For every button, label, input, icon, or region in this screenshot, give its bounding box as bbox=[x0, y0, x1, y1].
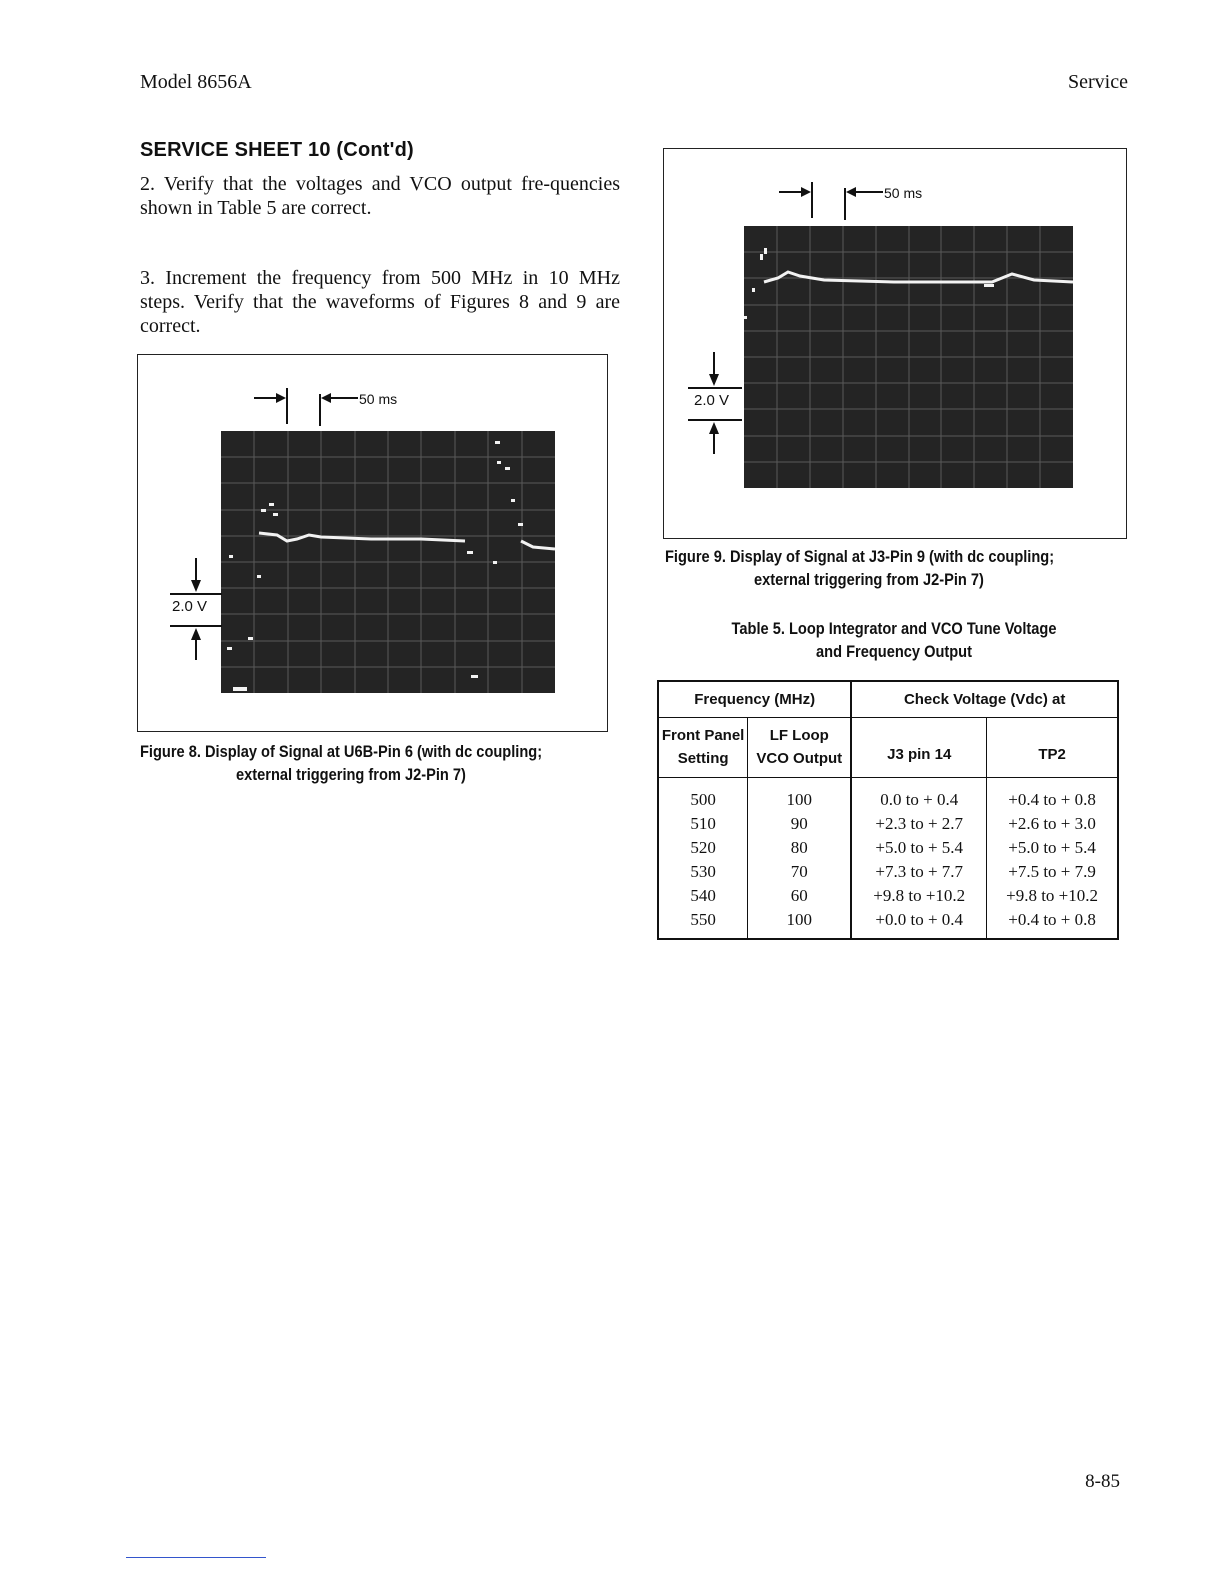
footer-rule bbox=[126, 1557, 266, 1558]
col-header-front-panel-line-2: Setting bbox=[677, 750, 729, 767]
figure-9-time-marker bbox=[775, 180, 895, 222]
cell-tp2: +9.8 to +10.2 bbox=[987, 884, 1118, 908]
cell-front: 530 bbox=[658, 860, 748, 884]
cell-j3: +0.0 to + 0.4 bbox=[851, 908, 986, 939]
group-header-frequency: Frequency (MHz) bbox=[658, 681, 851, 717]
table-row bbox=[658, 777, 1118, 812]
cell-front: 540 bbox=[658, 884, 748, 908]
figure-9-time-label: 50 ms bbox=[884, 185, 923, 201]
cell-lf: 100 bbox=[748, 908, 852, 939]
cell-lf: 90 bbox=[748, 812, 852, 836]
figure-8-time-marker bbox=[250, 386, 370, 428]
cell-front: 500 bbox=[658, 777, 748, 812]
step-2-text: 2. Verify that the voltages and VCO output fre-quencies shown in Table 5 are correct. bbox=[140, 173, 620, 219]
cell-tp2: +2.6 to + 3.0 bbox=[987, 812, 1118, 836]
col-header-tp2: TP2 bbox=[987, 717, 1118, 777]
group-header-check-voltage: Check Voltage (Vdc) at bbox=[851, 681, 1118, 717]
figure-9-voltage-label: 2.0 V bbox=[694, 392, 730, 409]
page-number: 8-85 bbox=[1085, 1471, 1120, 1492]
col-header-lf-loop-line-2: VCO Output bbox=[756, 750, 843, 767]
figure-8-caption-line-1: Figure 8. Display of Signal at U6B-Pin 6 (with dc coupling; bbox=[140, 742, 543, 761]
cell-tp2: +0.4 to + 0.8 bbox=[987, 908, 1118, 939]
cell-lf: 80 bbox=[748, 836, 852, 860]
figure-8-trace bbox=[221, 431, 555, 693]
col-header-front-panel-line-1: Front Panel bbox=[661, 727, 745, 744]
cell-front: 550 bbox=[658, 908, 748, 939]
sheet-title: SERVICE SHEET 10 (Cont'd) bbox=[140, 139, 414, 161]
col-header-lf-loop bbox=[748, 717, 852, 777]
cell-front: 520 bbox=[658, 836, 748, 860]
figure-9-caption-line-2: external triggering from J2-Pin 7) bbox=[754, 570, 984, 589]
cell-front: 510 bbox=[658, 812, 748, 836]
figure-9-caption-line-1: Figure 9. Display of Signal at J3-Pin 9 (with dc coupling; bbox=[665, 547, 1055, 566]
figure-8-caption-line-2: external triggering from J2-Pin 7) bbox=[236, 765, 466, 784]
figure-8-time-label: 50 ms bbox=[359, 391, 398, 407]
header-section: Service bbox=[1068, 71, 1128, 93]
cell-j3: 0.0 to + 0.4 bbox=[851, 777, 986, 812]
cell-tp2: +0.4 to + 0.8 bbox=[987, 777, 1118, 812]
col-header-front-panel bbox=[658, 717, 748, 777]
table-row bbox=[658, 812, 1118, 836]
col-header-lf-loop-line-1: LF Loop bbox=[769, 727, 829, 744]
cell-j3: +2.3 to + 2.7 bbox=[851, 812, 986, 836]
table-5 bbox=[657, 680, 1119, 940]
table-row bbox=[658, 860, 1118, 884]
table-5-title-line-1: Table 5. Loop Integrator and VCO Tune Voltage bbox=[731, 619, 1057, 638]
table-row bbox=[658, 908, 1118, 939]
cell-lf: 70 bbox=[748, 860, 852, 884]
table-row bbox=[658, 836, 1118, 860]
figure-8-oscilloscope-display bbox=[221, 431, 555, 693]
step-3-text: 3. Increment the frequency from 500 MHz in 10 MHz steps. Verify that the waveforms of Figures 8 and 9 are correct. bbox=[140, 267, 620, 337]
table-5-title-line-2: and Frequency Output bbox=[816, 642, 972, 661]
cell-j3: +7.3 to + 7.7 bbox=[851, 860, 986, 884]
col-header-j3: J3 pin 14 bbox=[851, 717, 986, 777]
header-model: Model 8656A bbox=[140, 71, 252, 93]
cell-tp2: +7.5 to + 7.9 bbox=[987, 860, 1118, 884]
figure-9-trace bbox=[744, 226, 1073, 488]
cell-lf: 100 bbox=[748, 777, 852, 812]
figure-9-oscilloscope-display bbox=[744, 226, 1073, 488]
cell-tp2: +5.0 to + 5.4 bbox=[987, 836, 1118, 860]
cell-lf: 60 bbox=[748, 884, 852, 908]
table-5-body bbox=[658, 777, 1118, 939]
cell-j3: +5.0 to + 5.4 bbox=[851, 836, 986, 860]
table-row bbox=[658, 884, 1118, 908]
figure-8-voltage-label: 2.0 V bbox=[172, 598, 208, 615]
cell-j3: +9.8 to +10.2 bbox=[851, 884, 986, 908]
